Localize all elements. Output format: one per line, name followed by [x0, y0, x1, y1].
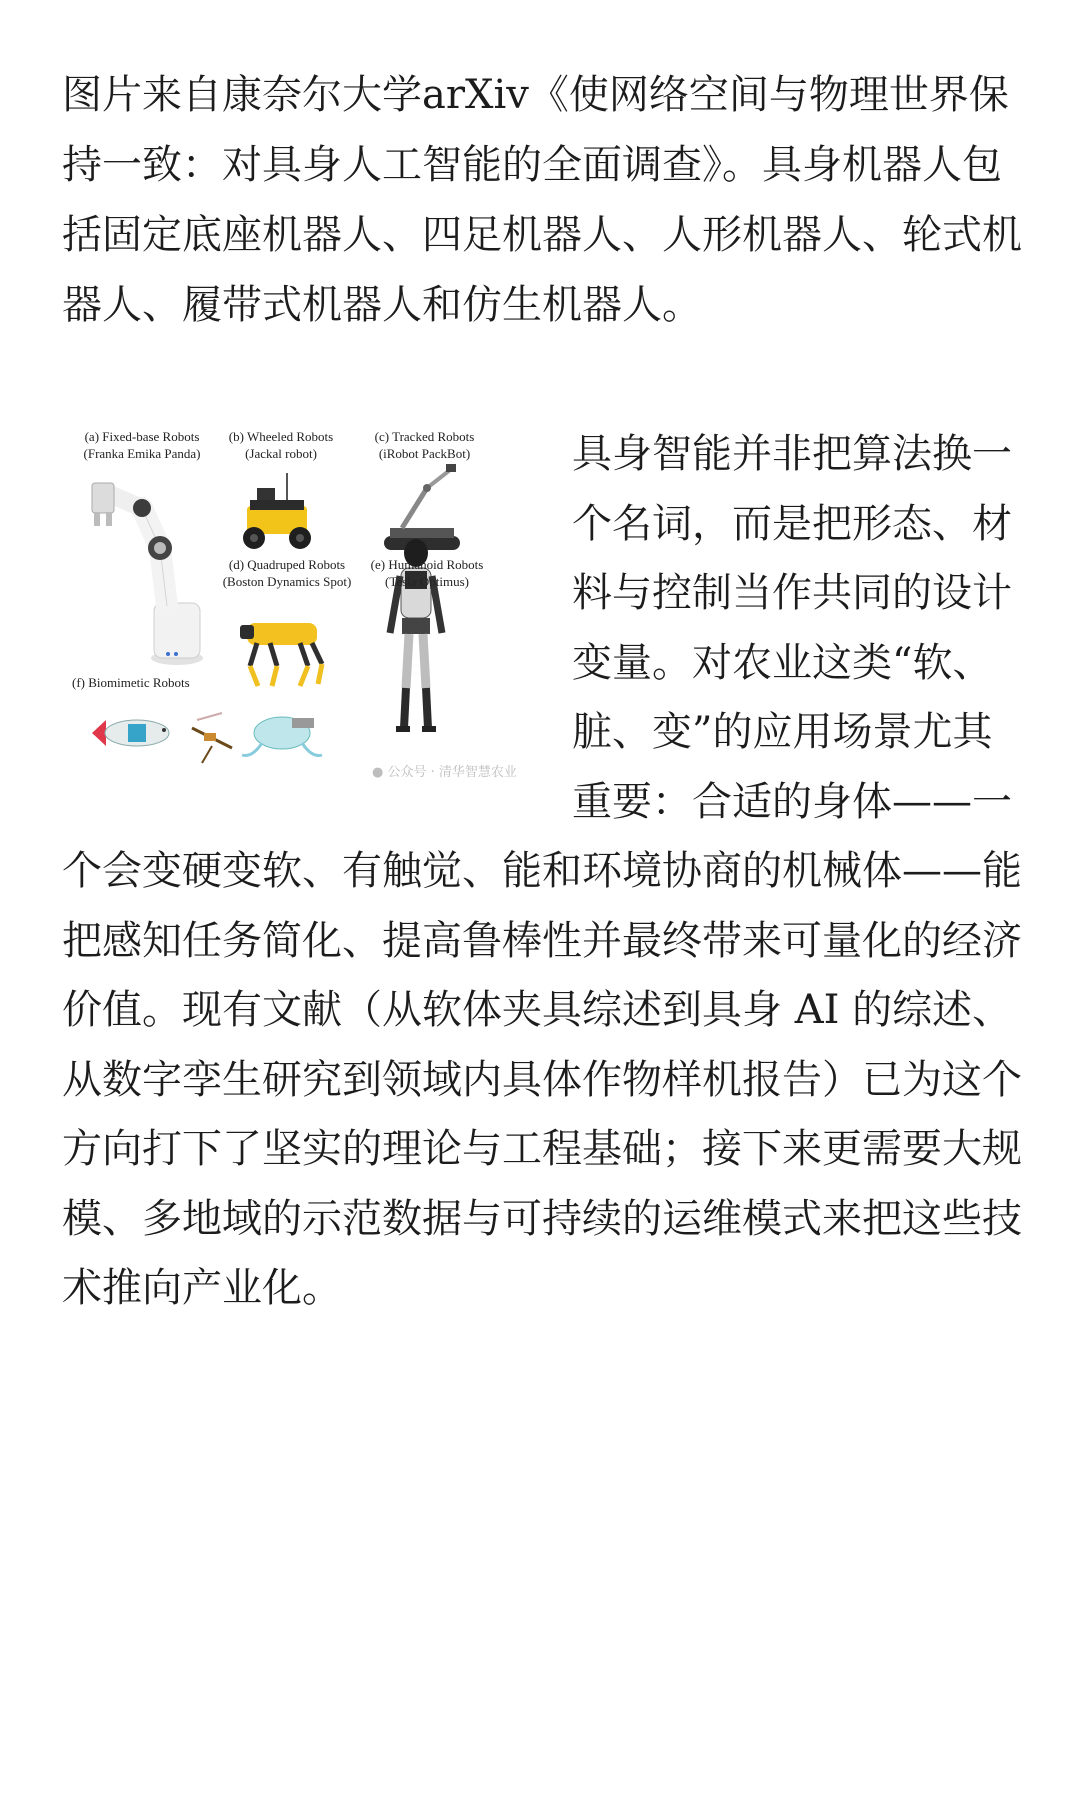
caption-f-title: (f) Biomimetic Robots [72, 675, 190, 690]
figure-float-spacer [62, 420, 572, 820]
wechat-icon: ● [372, 765, 388, 780]
caption-d-subtitle: (Boston Dynamics Spot) [222, 574, 352, 589]
caption-c-subtitle: (iRobot PackBot) [378, 446, 471, 461]
body-paragraph: 具身智能并非把算法换一个名词，而是把形态、材料与控制当作共同的设计变量。对农业这类“软、脏、变”的应用场景尤其重要：合适的身体——一个会变硬变软、有触觉、能和环境协商的机械体——能把感知任务简化、提高鲁棒性并最终带来可量化的经济价值。现有文献（从软体夹具综述到具身 AI 的综述、从数字孪生研究到领域内具体作物样机报告）已为这个方向打下了坚实的理论与工程基础；接下来更需要大规模、多地域的示范数据与可持续的运维模式来把这些技术推向产业化。 [62, 431, 1022, 1311]
watermark-text: 公众号 · 清华智慧农业 [387, 765, 517, 780]
caption-b-title: (b) Wheeled Robots [228, 429, 334, 444]
caption-c-title: (c) Tracked Robots [374, 429, 475, 444]
caption-e-subtitle: (Tesla Optimus) [385, 574, 469, 589]
body-paragraph-block [62, 420, 1032, 1324]
caption-b-subtitle: (Jackal robot) [245, 446, 317, 461]
caption-e-title: (e) Humanoid Robots [370, 557, 484, 572]
caption-a-subtitle: (Franka Emika Panda) [83, 446, 201, 461]
caption-d-title: (d) Quadruped Robots [228, 557, 346, 572]
intro-paragraph: 图片来自康奈尔大学arXiv《使网络空间与物理世界保持一致：对具身人工智能的全面调查》。具身机器人包括固定底座机器人、四足机器人、人形机器人、轮式机器人、履带式机器人和仿生机器人。 [62, 72, 1022, 328]
caption-a-title: (a) Fixed-base Robots [84, 429, 200, 444]
